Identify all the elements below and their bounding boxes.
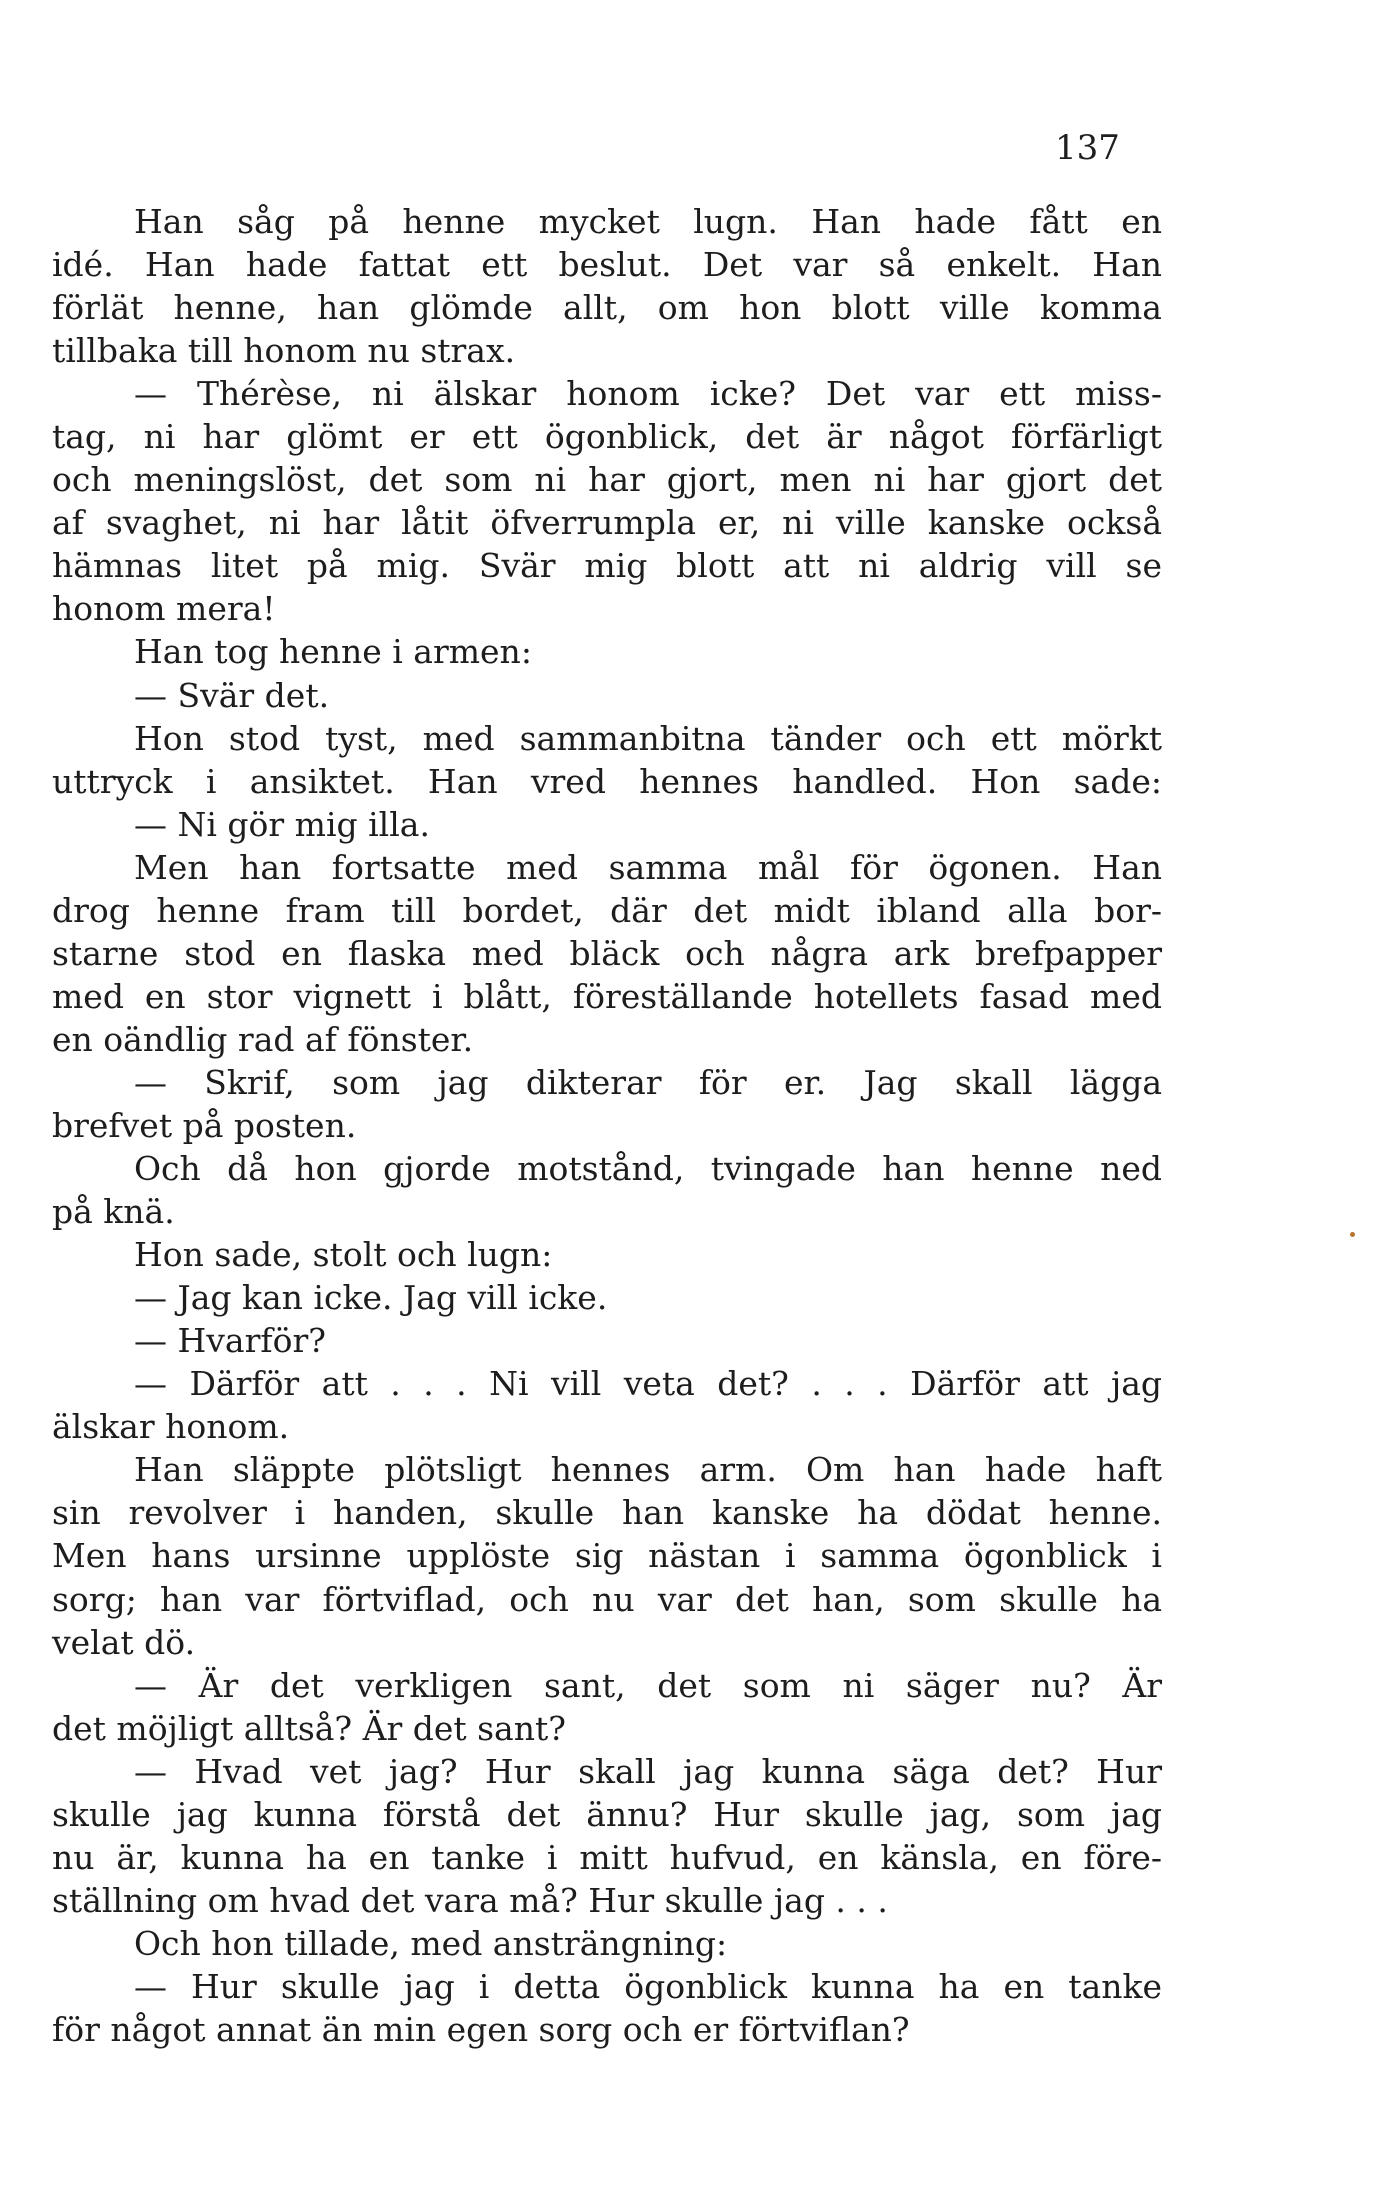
text-line: älskar honom. — [52, 1407, 290, 1447]
paper-speck — [1350, 1232, 1355, 1237]
text-line: — Hvarför? — [134, 1321, 326, 1361]
text-line: — Jag kan icke. Jag vill icke. — [134, 1278, 608, 1318]
text-line: hämnas litet på mig. Svär mig blott att ni aldrig vill se — [52, 546, 1162, 586]
text-line: Han tog henne i armen: — [134, 632, 532, 672]
body-text — [52, 200, 1162, 2051]
text-line: af svaghet, ni har låtit öfverrumpla er, ni ville kanske också — [52, 503, 1162, 543]
text-line: för något annat än min egen sorg och er förtviflan? — [52, 2009, 910, 2049]
text-line: tillbaka till honom nu strax. — [52, 331, 516, 371]
text-line: Och då hon gjorde motstånd, tvingade han henne ned — [134, 1149, 1162, 1189]
text-line: och meningslöst, det som ni har gjort, men ni har gjort det — [52, 460, 1162, 500]
text-line: drog henne fram till bordet, där det midt ibland alla bor- — [52, 890, 1162, 930]
text-line: starne stod en flaska med bläck och några ark brefpapper — [52, 933, 1162, 973]
text-line: Men hans ursinne upplöste sig nästan i samma ögonblick i — [52, 1536, 1162, 1576]
text-line: — Hur skulle jag i detta ögonblick kunna ha en tanke — [134, 1966, 1162, 2006]
text-line: Hon stod tyst, med sammanbitna tänder och ett mörkt — [134, 718, 1162, 758]
text-line: — Ni gör mig illa. — [134, 804, 430, 844]
text-line: det möjligt alltså? Är det sant? — [52, 1708, 566, 1748]
text-line: velat dö. — [52, 1622, 196, 1662]
text-line: sorg; han var förtviflad, och nu var det han, som skulle ha — [52, 1579, 1162, 1619]
text-line: — Hvad vet jag? Hur skall jag kunna säga det? Hur — [134, 1751, 1162, 1791]
text-line: idé. Han hade fattat ett beslut. Det var så enkelt. Han — [52, 245, 1162, 285]
text-line: uttryck i ansiktet. Han vred hennes handled. Hon sade: — [52, 761, 1162, 801]
text-line: förlät henne, han glömde allt, om hon blott ville komma — [52, 288, 1162, 328]
text-line: — Därför att . . . Ni vill veta det? . . . Därför att jag — [134, 1364, 1162, 1404]
page-number: 137 — [1055, 128, 1120, 168]
text-line: honom mera! — [52, 589, 276, 629]
text-line: Han såg på henne mycket lugn. Han hade fått en — [134, 202, 1162, 241]
text-line: på knä. — [52, 1192, 175, 1232]
text-line: nu är, kunna ha en tanke i mitt hufvud, en känsla, en före- — [52, 1837, 1162, 1877]
text-line: Och hon tillade, med ansträngning: — [134, 1923, 728, 1963]
text-line: Han släppte plötsligt hennes arm. Om han hade haft — [134, 1450, 1162, 1490]
text-line: brefvet på posten. — [52, 1105, 357, 1145]
text-line: med en stor vignett i blått, föreställande hotellets fasad med — [52, 976, 1162, 1016]
text-line: — Svär det. — [134, 675, 330, 715]
text-line: Men han fortsatte med samma mål för ögonen. Han — [134, 847, 1162, 887]
text-line: sin revolver i handen, skulle han kanske ha dödat henne. — [52, 1493, 1162, 1533]
text-line: tag, ni har glömt er ett ögonblick, det är något förfärligt — [52, 417, 1162, 457]
text-line: Hon sade, stolt och lugn: — [134, 1235, 553, 1275]
text-line: ställning om hvad det vara må? Hur skulle jag . . . — [52, 1880, 888, 1920]
text-line: skulle jag kunna förstå det ännu? Hur skulle jag, som jag — [52, 1794, 1162, 1834]
text-line: en oändlig rad af fönster. — [52, 1019, 474, 1059]
text-line: — Är det verkligen sant, det som ni säger nu? Är — [134, 1665, 1162, 1705]
text-line: — Thérèse, ni älskar honom icke? Det var ett miss- — [134, 374, 1162, 414]
text-line: — Skrif, som jag dikterar för er. Jag skall lägga — [134, 1062, 1162, 1102]
